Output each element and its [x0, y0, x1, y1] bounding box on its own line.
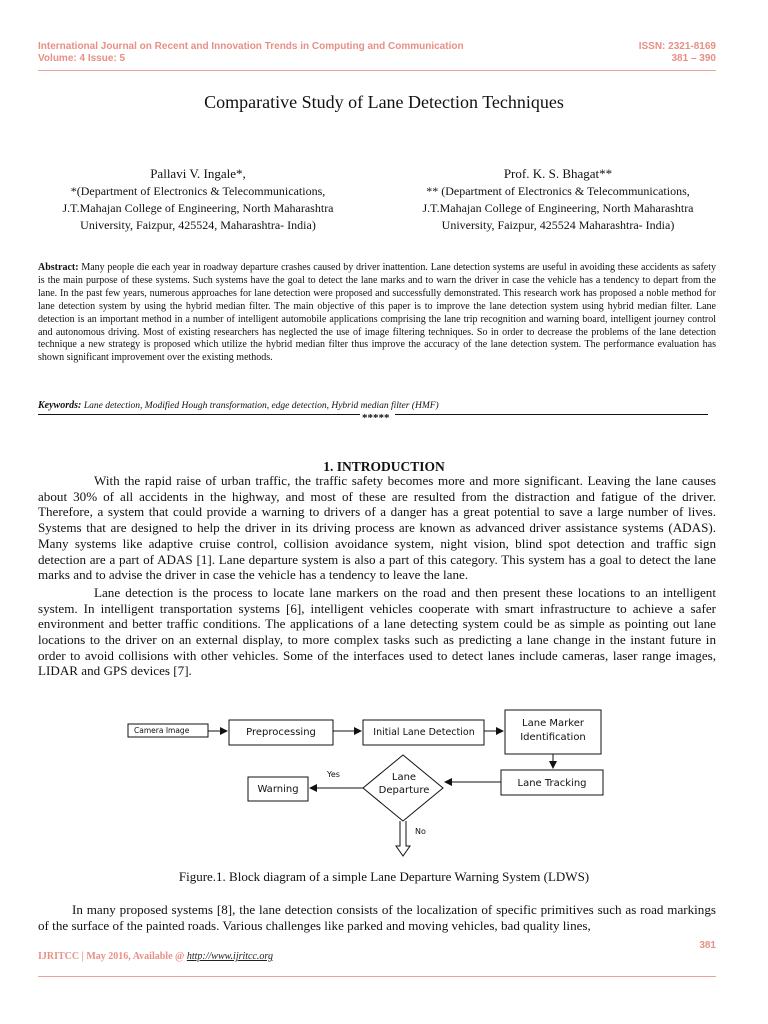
abstract-label: Abstract:: [38, 262, 79, 273]
journal-name: International Journal on Recent and Innovation Trends in Computing and Communication: [38, 41, 464, 52]
separator-line-right: [395, 414, 708, 415]
lane-tracking-label: Lane Tracking: [517, 778, 587, 789]
journal-pages: 381 – 390: [671, 53, 716, 64]
author-block-1: [33, 165, 363, 234]
author-affiliation: J.T.Mahajan College of Engineering, North Maharashtra: [62, 201, 334, 215]
no-label: No: [415, 827, 426, 836]
preprocessing-label: Preprocessing: [246, 727, 316, 738]
journal-issn: ISSN: 2321-8169: [638, 41, 716, 52]
paragraph: Lane detection is the process to locate lane markers on the road and then present these locations to an intelligent system. In intelligent transportation systems [6], intelligent vehicles cooperate with smart infrastructure to achieve a safer environment and better traffic conditions. The applications of a lane detecting system could be as simple as pointing out lane locations to the driver on an external display, to more complex tasks such as predicting a lane change in the instant future in order to avoid collisions with other vehicles. Some of the interfaces used to detect lanes include cameras, laser range images, LIDAR and GPS devices [7].: [38, 584, 716, 679]
author-affiliation: *(Department of Electronics & Telecommunications,: [70, 184, 326, 198]
paragraph: With the rapid raise of urban traffic, the traffic safety becomes more and more significant. Leaving the lane causes about 30% of all accidents in the highway, and most of these are resulted from the distraction and fatigue of the driver. Therefore, a system that could provide a warning to drivers of a danger has a great potential to save a large number of lives. Systems that are designed to help the driver in its driving process are known as advanced driver assistance systems (ADAS). Many systems like adaptive cruise control, collision avoidance system, night vision, blind spot detection and traffic sign detection are a part of ADAS [1]. Lane departure system is also a part of this category. This system has a goal to detect the lane marks and to advise the driver in case the vehicle has a tendency to leave the lane.: [38, 473, 716, 583]
author-name: Pallavi V. Ingale*,: [150, 166, 246, 181]
keywords-text: Lane detection, Modified Hough transformation, edge detection, Hybrid median filter (HMF): [83, 401, 439, 411]
warning-label: Warning: [257, 784, 299, 795]
identification-label: Identification: [520, 732, 586, 743]
keywords-label: Keywords:: [38, 400, 82, 411]
author-name: Prof. K. S. Bhagat**: [503, 166, 613, 181]
footer: [38, 951, 273, 962]
paragraph: In many proposed systems [8], the lane detection consists of the localization of specific primitives such as road markings of the surface of the painted roads. Various challenges like parked and moving vehicles, bad quality lines,: [38, 902, 716, 933]
section-heading: 1. INTRODUCTION: [323, 459, 445, 474]
journal-website-link[interactable]: http://www.ijritcc.org: [186, 951, 273, 962]
lane-label: Lane: [391, 772, 417, 783]
abstract-text: Many people die each year in roadway departure crashes caused by driver inattention. Lane detection systems are useful in avoiding these accidents as safety is the main purpose of these systems. Such systems have the goal to detect the lane marks and to warn the driver in case the vehicle has a tendency to depart from the lane. In the past few years, numerous approaches for lane detection were proposed and successfully demonstrated. This research work has proposed a noble method for lane detection system by using the hybrid median filter. The main objective of this paper is to improve the lane detection system using hybrid median filter. Lane detection is an important method in a number of intelligent automobile applications comprising the lane trip recognition and warning board, intelligent journey control and autonomous driving. Most of existing researchers has neglected the use of image filtering techniques. So in order to decrease the problems of the lane detection technique a new strategy is proposed which utilize the hybrid median filter thus improve the accuracy of the lane detection system. The performance evaluation has shown significant improvement over the existing methods.: [38, 262, 716, 364]
page-number: 381: [699, 940, 716, 951]
author-affiliation: University, Faizpur, 425524, Maharashtra- India): [80, 218, 316, 232]
intro-text: [38, 473, 716, 679]
departure-label: Departure: [378, 785, 430, 796]
author-affiliation: University, Faizpur, 425524 Maharashtra- India): [441, 218, 675, 232]
separator-line-left: [38, 414, 360, 415]
camera-image-label: Camera Image: [134, 726, 190, 735]
paper-title: Comparative Study of Lane Detection Techniques: [204, 92, 564, 112]
initial-lane-detection-label: Initial Lane Detection: [373, 727, 475, 738]
footer-rule: [38, 976, 716, 977]
yes-label: Yes: [327, 770, 340, 779]
lane-marker-label: Lane Marker: [522, 718, 584, 729]
author-affiliation: J.T.Mahajan College of Engineering, North Maharashtra: [422, 201, 694, 215]
no-arrow: [396, 821, 410, 856]
keywords: [38, 400, 439, 411]
figure-caption: Figure.1. Block diagram of a simple Lane Departure Warning System (LDWS): [178, 869, 590, 884]
footer-text: IJRITCC | May 2016, Available @: [38, 951, 185, 962]
author-block-2: [393, 165, 723, 234]
journal-volume: Volume: 4 Issue: 5: [38, 53, 126, 64]
header-rule: [38, 70, 716, 71]
body-continued: [38, 902, 716, 933]
abstract: [38, 262, 716, 365]
author-affiliation: ** (Department of Electronics & Telecommunications,: [426, 184, 690, 198]
ldws-block-diagram: [0, 700, 768, 865]
separator-stars: *****: [362, 412, 390, 424]
